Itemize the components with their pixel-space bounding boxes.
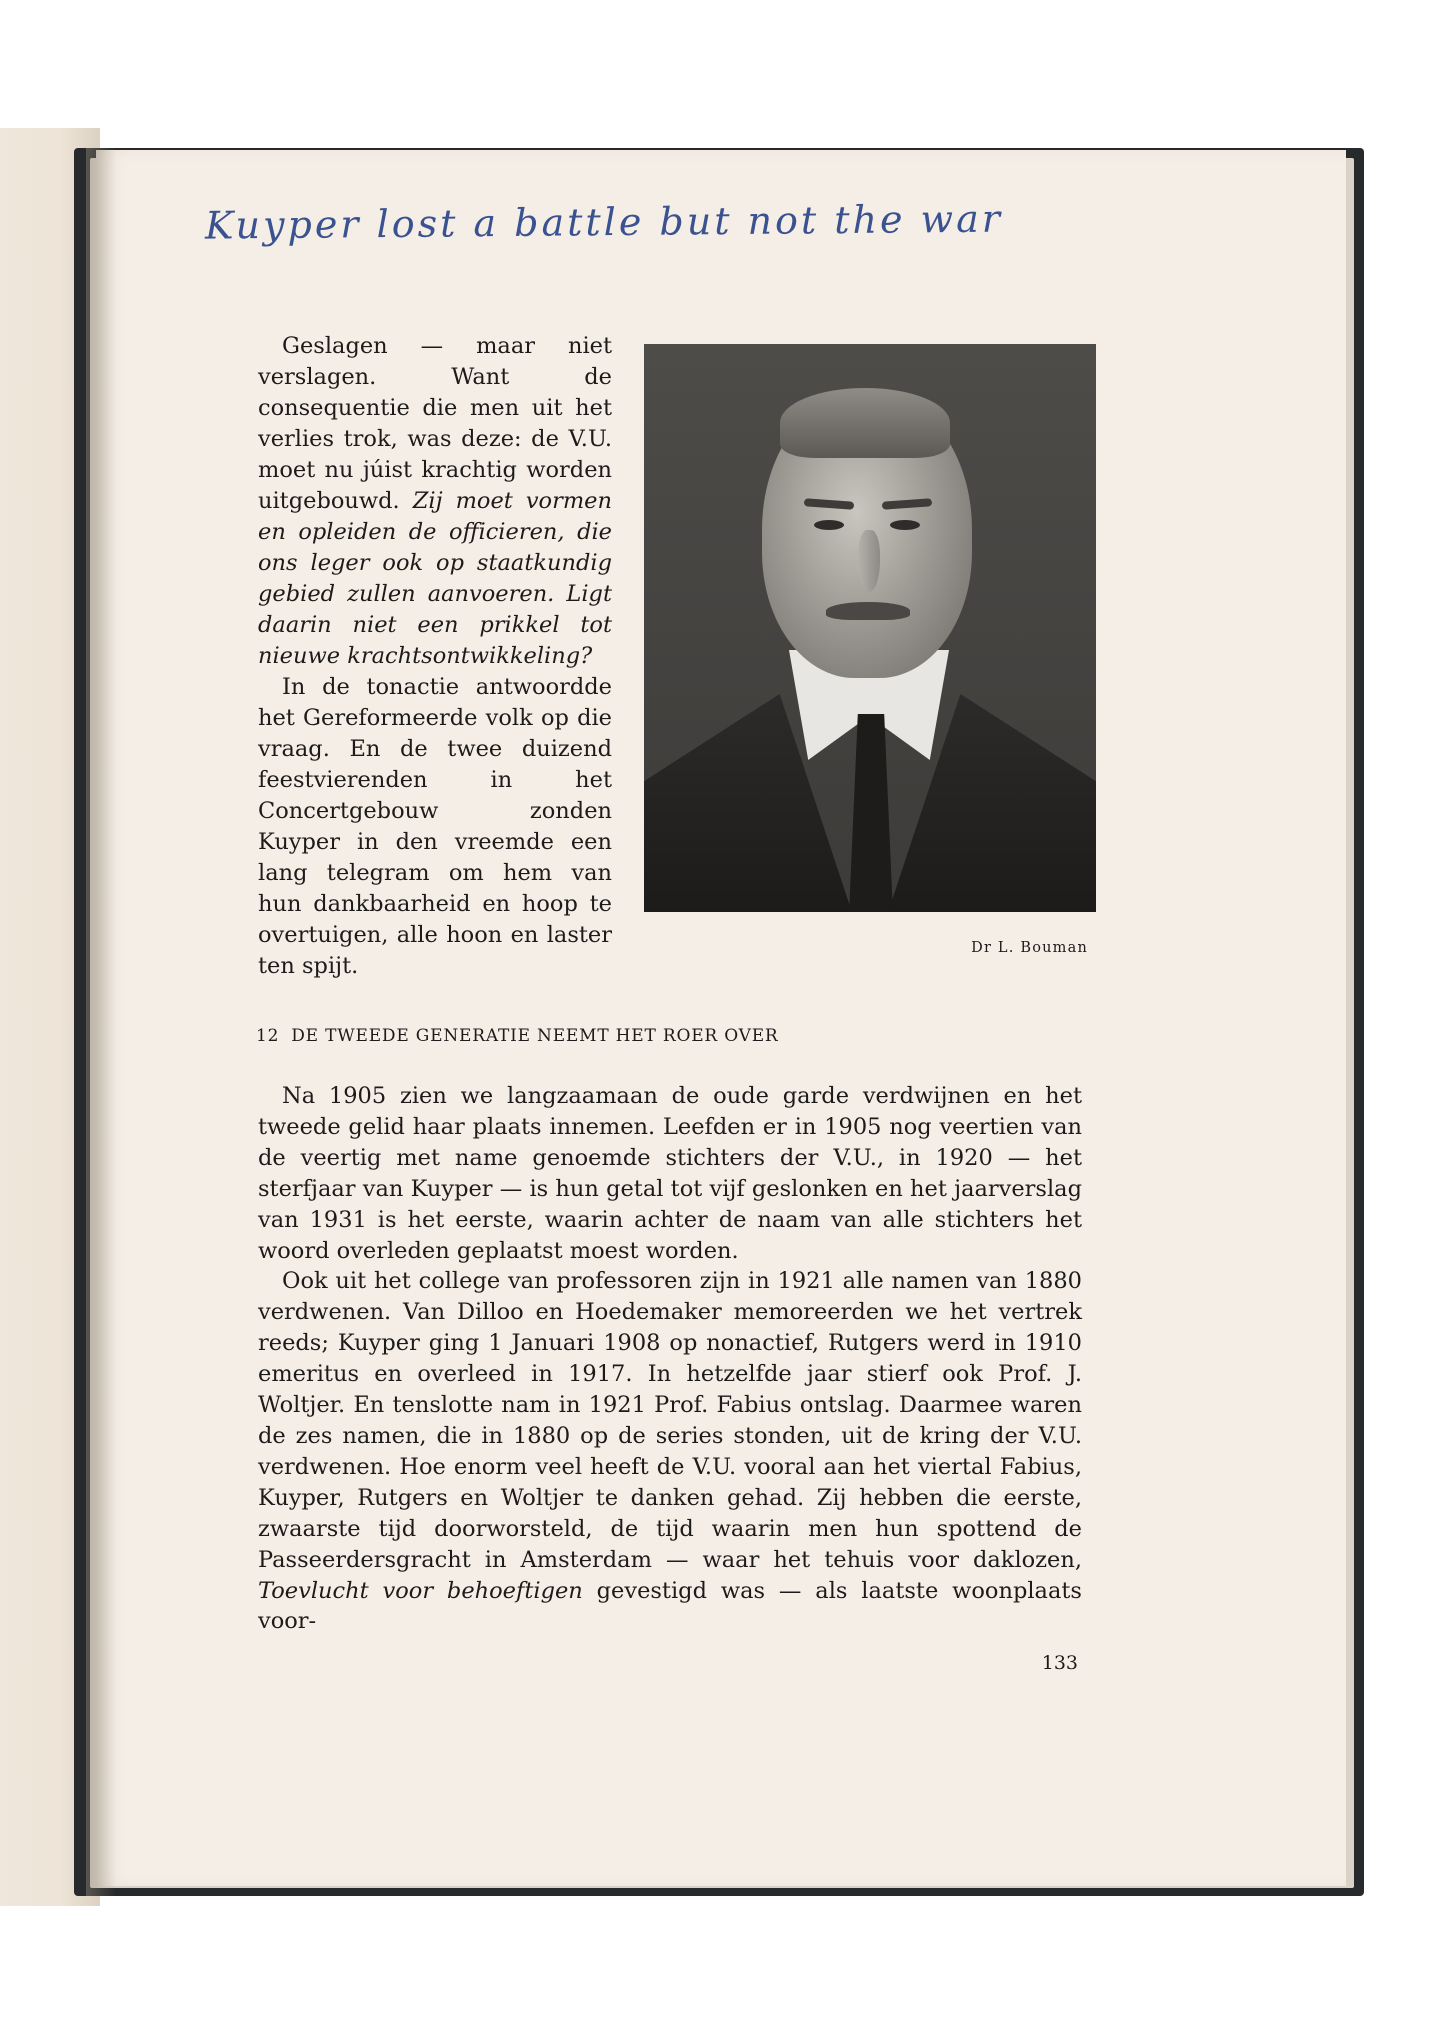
page-number: 133 xyxy=(1041,1652,1078,1674)
section-number: 12 xyxy=(256,1026,280,1046)
section-heading xyxy=(256,1026,1076,1046)
photo-caption: Dr L. Bouman xyxy=(971,940,1088,956)
column-paragraph-2: In de tonactie antwoordde het Gereformeerde volk op die vraag. En de twee duizend feestvierenden in het Concertgebouw zonden Kuyper in den vreemde een lang telegram om hem van hun dankbaarheid en hoop te overtuigen, alle hoon en laster ten spijt. xyxy=(258,674,612,979)
book-gutter xyxy=(86,148,116,1896)
left-column-text xyxy=(258,331,612,982)
body-paragraph-1: Na 1905 zien we langzaamaan de oude garde verdwijnen en het tweede gelid haar plaats innemen. Leefden er in 1905 nog veertien van de veertig met name genoemde stichters der V.U., in 1920 — het sterfjaar van Kuyper — is hun getal tot vijf geslonken en het jaarverslag van 1931 is het eerste, waarin achter de naam van alle stichters het woord overleden geplaatst moest worden. xyxy=(258,1083,1082,1264)
portrait-photo xyxy=(644,344,1096,912)
body-paragraph-2: Ook uit het college van professoren zijn in 1921 alle namen van 1880 verdwenen. Van Dilloo en Hoedemaker memoreerden we het vertrek reeds; Kuyper ging 1 Januari 1908 op nonactief, Rutgers werd in 1910 emeritus en overleed in 1917. In hetzelfde jaar stierf ook Prof. J. Woltjer. En tenslotte nam in 1921 Prof. Fabius ontslag. Daarmee waren de zes namen, die in 1880 op de series stonden, uit de kring der V.U. verdwenen. Hoe enorm veel heeft de V.U. vooral aan het viertal Fabius, Kuyper, Rutgers en Woltjer te danken gehad. Zij hebben die eerste, zwaarste tijd doorworsteld, de tijd waarin men hun spottend de Passeerdersgracht in Amsterdam — waar het tehuis voor daklozen, Toevlucht voor behoeftigen gevestigd was — als laatste woonplaats voor- xyxy=(258,1268,1082,1635)
section-title: DE TWEEDE GENERATIE NEEMT HET ROER OVER xyxy=(291,1026,779,1046)
body-text xyxy=(258,1081,1082,1637)
handwritten-note: Kuyper lost a battle but not the war xyxy=(204,196,1004,248)
column-paragraph-1: Geslagen — maar niet verslagen. Want de consequentie die men uit het verlies trok, was deze: de V.U. moet nu júist krachtig worden uitgebouwd. Zij moet vormen en opleiden de officieren, die ons leger ook op staatkundig gebied zullen aanvoeren. Ligt daarin niet een prikkel tot nieuwe krachtsontwikkeling? xyxy=(258,333,612,669)
